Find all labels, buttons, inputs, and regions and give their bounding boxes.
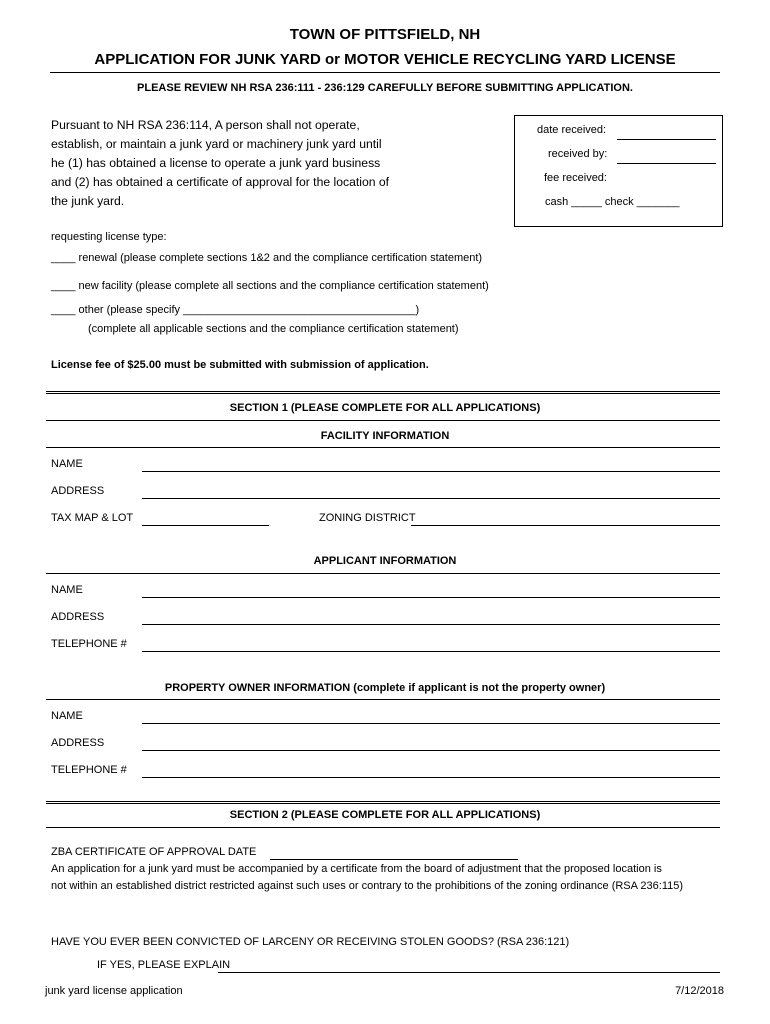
intro-line: and (2) has obtained a certificate of approval for the location of — [51, 175, 390, 189]
tax-map-field[interactable] — [142, 525, 269, 526]
facility-rule — [46, 447, 720, 448]
new-facility-option[interactable]: ____ new facility (please complete all sections and the compliance certification statement) — [51, 280, 489, 292]
facility-name-field[interactable] — [142, 471, 720, 472]
section2-top-rule — [46, 801, 720, 804]
section1-heading: SECTION 1 (PLEASE COMPLETE FOR ALL APPLICATIONS) — [229, 402, 541, 414]
fee-received-label: fee received: — [544, 172, 607, 184]
section1-top-rule — [46, 391, 720, 394]
facility-heading: FACILITY INFORMATION — [320, 430, 450, 442]
facility-address-label: ADDRESS — [51, 485, 105, 497]
date-received-field[interactable] — [617, 139, 716, 140]
owner-phone-field[interactable] — [142, 777, 720, 778]
section1-rule — [46, 420, 720, 421]
intro-line: establish, or maintain a junk yard or machinery junk yard until — [51, 137, 382, 151]
facility-name-label: NAME — [51, 458, 83, 470]
convicted-question: HAVE YOU EVER BEEN CONVICTED OF LARCENY OR RECEIVING STOLEN GOODS? (RSA 236:121) — [51, 936, 570, 948]
zoning-label: ZONING DISTRICT — [319, 512, 416, 524]
tax-map-label: TAX MAP & LOT — [51, 512, 134, 524]
zba-date-field[interactable] — [270, 859, 518, 860]
intro-paragraph — [51, 116, 409, 211]
applicant-address-label: ADDRESS — [51, 611, 105, 623]
town-title: TOWN OF PITTSFIELD, NH — [289, 26, 481, 43]
footer-left: junk yard license application — [45, 985, 183, 997]
applicant-phone-label: TELEPHONE # — [51, 638, 127, 650]
owner-name-field[interactable] — [142, 723, 720, 724]
owner-heading: PROPERTY OWNER INFORMATION (complete if applicant is not the property owner) — [164, 682, 606, 694]
title-divider — [50, 72, 720, 73]
if-yes-label: IF YES, PLEASE EXPLAIN — [97, 959, 231, 971]
section2-rule — [46, 827, 720, 828]
fee-note: License fee of $25.00 must be submitted with submission of application. — [51, 359, 429, 371]
cash-check-label[interactable]: cash _____ check _______ — [545, 196, 680, 208]
applicant-address-field[interactable] — [142, 624, 720, 625]
owner-address-label: ADDRESS — [51, 737, 105, 749]
owner-address-field[interactable] — [142, 750, 720, 751]
applicant-name-label: NAME — [51, 584, 83, 596]
owner-rule — [46, 699, 720, 700]
zoning-field[interactable] — [411, 525, 720, 526]
received-by-field[interactable] — [617, 163, 716, 164]
review-note: PLEASE REVIEW NH RSA 236:111 - 236:129 CAREFULLY BEFORE SUBMITTING APPLICATION. — [137, 82, 633, 94]
license-type-heading: requesting license type: — [51, 231, 167, 243]
zba-text-2: not within an established district restricted against such uses or contrary to the prohibitions of the zoning ordinance (RSA 236:115) — [51, 880, 684, 892]
intro-line: he (1) has obtained a license to operate a junk yard business — [51, 156, 381, 170]
explain-field[interactable] — [218, 972, 720, 973]
date-received-label: date received: — [537, 124, 607, 136]
owner-phone-label: TELEPHONE # — [51, 764, 127, 776]
form-title: APPLICATION FOR JUNK YARD or MOTOR VEHICLE RECYCLING YARD LICENSE — [94, 51, 676, 68]
facility-address-field[interactable] — [142, 498, 720, 499]
section2-heading: SECTION 2 (PLEASE COMPLETE FOR ALL APPLICATIONS) — [229, 809, 541, 821]
footer-date: 7/12/2018 — [675, 985, 724, 997]
intro-line: Pursuant to NH RSA 236:114, A person shall not operate, — [51, 118, 360, 132]
zba-label: ZBA CERTIFICATE OF APPROVAL DATE — [51, 846, 257, 858]
owner-name-label: NAME — [51, 710, 83, 722]
applicant-heading: APPLICANT INFORMATION — [313, 555, 457, 567]
applicant-rule — [46, 573, 720, 574]
renewal-option[interactable]: ____ renewal (please complete sections 1&2 and the compliance certification statement) — [51, 252, 483, 264]
zba-text-1: An application for a junk yard must be accompanied by a certificate from the board of adjustment that the proposed location is — [51, 863, 662, 875]
received-by-label: received by: — [548, 148, 608, 160]
applicant-phone-field[interactable] — [142, 651, 720, 652]
other-option[interactable]: ____ other (please specify ______________________________________) — [51, 304, 420, 316]
applicant-name-field[interactable] — [142, 597, 720, 598]
intro-line: the junk yard. — [51, 194, 125, 208]
other-note: (complete all applicable sections and the compliance certification statement) — [88, 323, 459, 335]
